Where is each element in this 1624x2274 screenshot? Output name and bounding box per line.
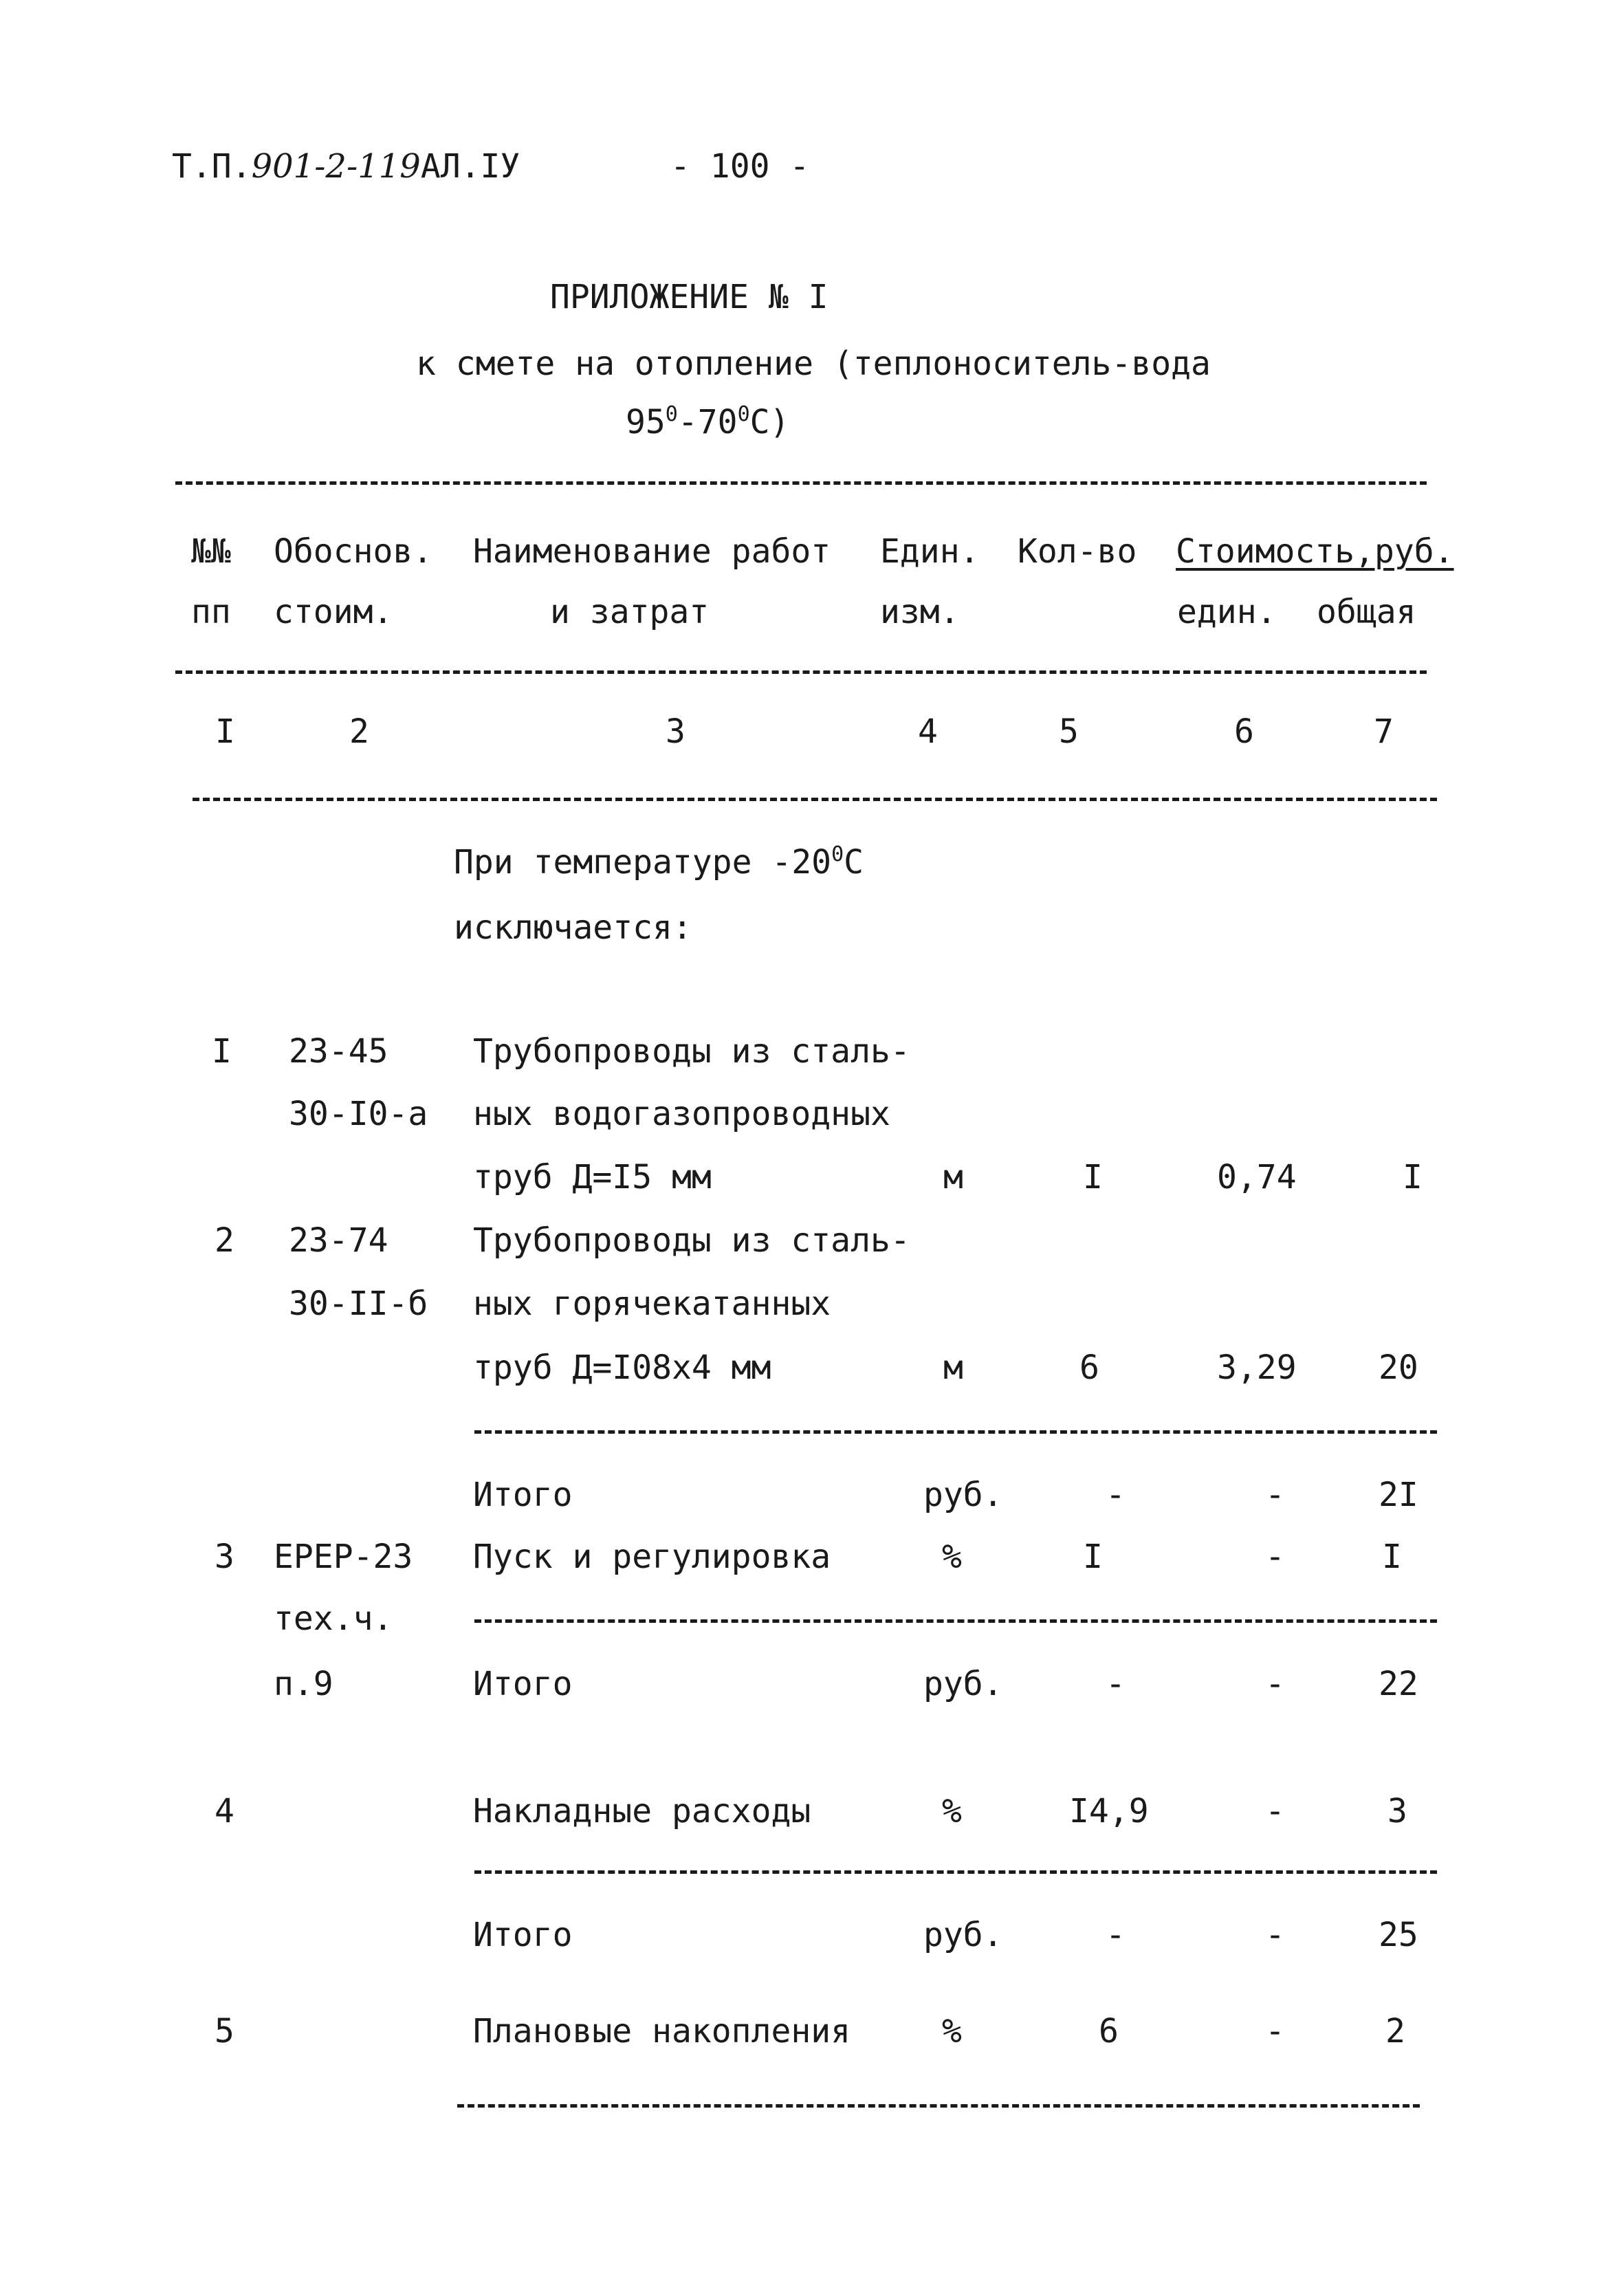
appendix-subtitle-temperatures: $95^0-70^0C$) — [626, 402, 790, 441]
row-number: I — [212, 1032, 232, 1071]
row-number: 5 — [215, 2012, 234, 2051]
row-basis: 23-74 — [289, 1221, 388, 1260]
row-qty: 6 — [1079, 1348, 1099, 1387]
column-number: I — [215, 712, 235, 751]
row-name: труб Д=I08x4 мм — [473, 1348, 771, 1387]
header-col4-line2: изм. — [880, 593, 960, 631]
row-unit-cost: 3,29 — [1217, 1348, 1297, 1387]
dashed-rule — [457, 2104, 1420, 2108]
document-code: Т.П.901-2-119АЛ.IУ — [172, 147, 520, 186]
row-total: I — [1382, 1538, 1402, 1576]
appendix-title: ПРИЛОЖЕНИЕ № I — [550, 278, 829, 316]
header-col2-line2: стоим. — [274, 593, 393, 631]
row-unit: м — [943, 1348, 963, 1387]
row-total: 2I — [1379, 1476, 1418, 1514]
row-number: 4 — [215, 1792, 234, 1830]
row-total: 22 — [1379, 1665, 1418, 1703]
row-name: труб Д=I5 мм — [473, 1158, 712, 1196]
row-total: 20 — [1379, 1348, 1418, 1387]
header-col3-line1: Наименование работ — [473, 532, 831, 571]
column-number: 3 — [666, 712, 685, 751]
row-qty: 6 — [1099, 2012, 1119, 2051]
header-col3-line2: и затрат — [550, 593, 710, 631]
row-name: Накладные расходы — [473, 1792, 811, 1830]
column-number: 4 — [918, 712, 938, 751]
dashed-rule — [175, 670, 1427, 674]
row-name: Итого — [473, 1916, 573, 1954]
dashed-rule — [175, 481, 1427, 485]
dashed-rule — [474, 1870, 1437, 1874]
column-number: 2 — [349, 712, 369, 751]
header-col2-line1: Обоснов. — [274, 532, 433, 571]
header-col4-line1: Един. — [880, 532, 980, 571]
header-col1-line2: пп — [191, 593, 231, 631]
row-qty: - — [1106, 1916, 1126, 1954]
row-basis: тех.ч. — [274, 1599, 393, 1638]
row-basis: п.9 — [274, 1665, 333, 1703]
row-basis: ЕРЕР-23 — [274, 1538, 413, 1576]
section-title: При температуре $-20^0C$ — [454, 842, 864, 882]
row-basis: 23-45 — [289, 1032, 388, 1071]
row-unit: руб. — [923, 1665, 1003, 1703]
row-unit: % — [942, 1792, 962, 1830]
row-total: 25 — [1379, 1916, 1418, 1954]
row-qty: I — [1083, 1538, 1103, 1576]
handwritten-doc-number: 901-2-119 — [251, 147, 421, 186]
row-name: ных водогазопроводных — [473, 1095, 890, 1133]
row-name: Трубопроводы из сталь- — [473, 1221, 910, 1260]
row-unit-cost: - — [1265, 1538, 1285, 1576]
row-name: ных горячекатанных — [473, 1284, 831, 1323]
row-unit-cost: - — [1265, 1476, 1285, 1514]
page-number: - 100 - — [670, 147, 810, 186]
dashed-rule — [474, 1430, 1437, 1434]
row-qty: I — [1083, 1158, 1103, 1196]
row-unit-cost: 0,74 — [1217, 1158, 1297, 1196]
row-unit-cost: - — [1265, 2012, 1285, 2051]
row-qty: - — [1106, 1665, 1126, 1703]
header-col6: един. — [1177, 593, 1277, 631]
header-col5: Кол-во — [1018, 532, 1137, 571]
row-unit-cost: - — [1265, 1916, 1285, 1954]
row-basis: 30-II-б — [289, 1284, 428, 1323]
column-number: 7 — [1374, 712, 1394, 751]
row-name: Пуск и регулировка — [473, 1538, 831, 1576]
row-unit: % — [942, 2012, 962, 2051]
appendix-subtitle: к смете на отопление (теплоноситель-вода — [416, 345, 1211, 383]
row-name: Итого — [473, 1476, 573, 1514]
row-name: Плановые накопления — [473, 2012, 851, 2051]
row-qty: I4,9 — [1069, 1792, 1149, 1830]
column-number: 5 — [1059, 712, 1079, 751]
row-total: 3 — [1387, 1792, 1407, 1830]
dashed-rule — [474, 1619, 1437, 1623]
row-unit-cost: - — [1265, 1665, 1285, 1703]
row-number: 3 — [215, 1538, 234, 1576]
section-subtitle: исключается: — [454, 908, 692, 947]
row-total: I — [1403, 1158, 1423, 1196]
row-total: 2 — [1385, 2012, 1405, 2051]
row-qty: - — [1106, 1476, 1126, 1514]
row-unit: м — [943, 1158, 963, 1196]
row-unit: руб. — [923, 1476, 1003, 1514]
row-name: Итого — [473, 1665, 573, 1703]
row-basis: 30-I0-а — [289, 1095, 428, 1133]
dashed-rule — [193, 798, 1437, 801]
header-cost-group: Стоимость,руб. — [1176, 532, 1454, 571]
row-unit-cost: - — [1265, 1792, 1285, 1830]
header-col7: общая — [1317, 593, 1416, 631]
row-name: Трубопроводы из сталь- — [473, 1032, 910, 1071]
header-col1-line1: №№ — [191, 532, 231, 571]
row-unit: % — [942, 1538, 962, 1576]
row-number: 2 — [215, 1221, 234, 1260]
column-number: 6 — [1234, 712, 1254, 751]
row-unit: руб. — [923, 1916, 1003, 1954]
